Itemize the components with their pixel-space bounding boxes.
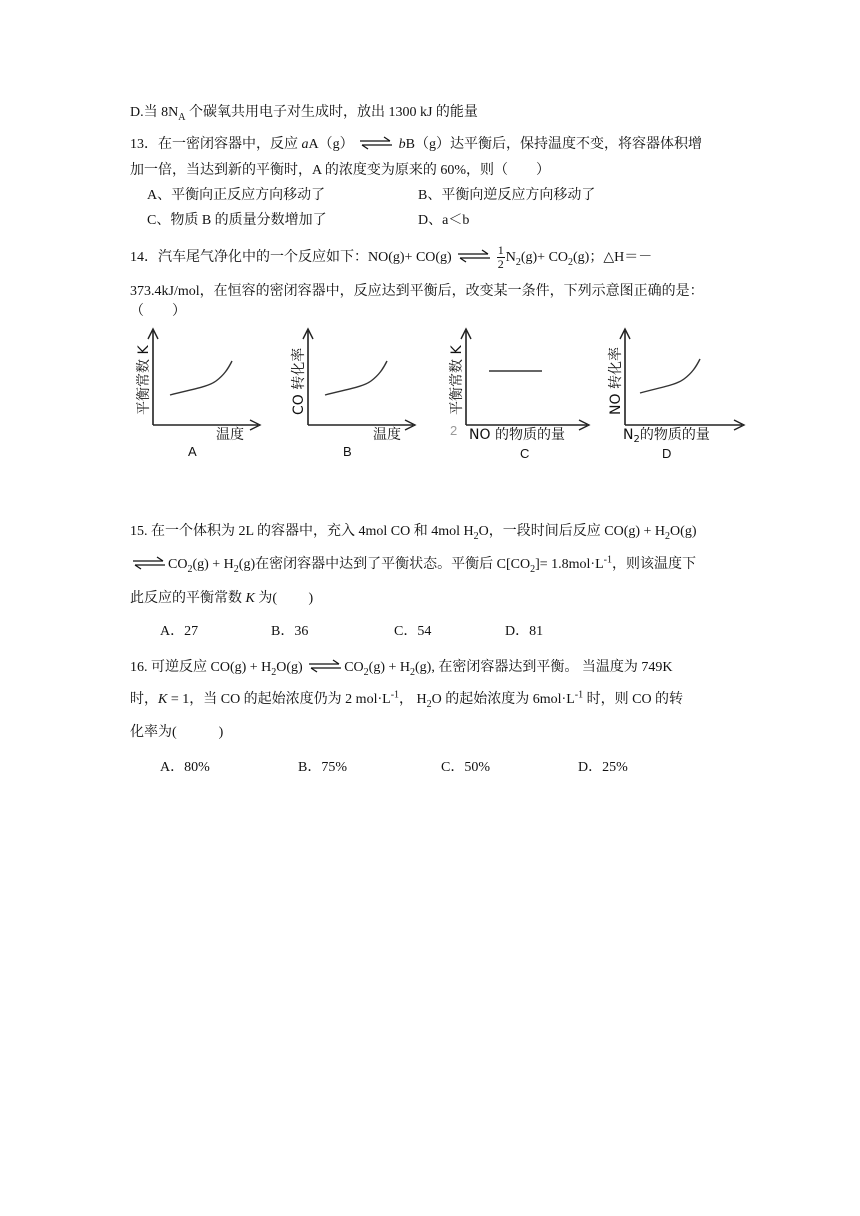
q13-option-b: B、平衡向逆反应方向移动了 <box>418 188 596 203</box>
q15-option-b: B．36 <box>271 624 309 639</box>
q15-line1-a: 15. 在一个体积为 2L 的容器中，充入 4mol CO 和 4mol H <box>130 524 474 539</box>
q16-line2 <box>130 691 683 709</box>
q14-stem-line3: （ ） <box>130 304 186 319</box>
q16-line1-c: CO <box>344 660 364 675</box>
q16-line2-sub: 2 <box>426 698 432 710</box>
graph-a-caption: A <box>188 444 197 459</box>
q15-line1-b: O，一段时间后反应 CO(g) + H <box>478 524 666 539</box>
q15-line1-sub2: 2 <box>665 530 671 542</box>
q16-line2-b: = 1，当 CO 的起始浓度仍为 2 mol·L <box>167 692 391 707</box>
q13-stem-line1 <box>130 136 702 154</box>
q16-line2-sup2: -1 <box>574 689 584 701</box>
q15-line2-sup: -1 <box>603 554 612 566</box>
q15-line2-sub2: 2 <box>233 563 239 575</box>
q13-b-species: B（g）达平衡后，保持温度不变，将容器体积增 <box>405 137 702 152</box>
q16-line2-a: 时， <box>130 692 158 707</box>
q15-line2-c: (g)在密闭容器中达到了平衡状态。平衡后 C[CO <box>238 557 531 572</box>
q14-stem-line1 <box>130 244 652 272</box>
q13-stem-text: 13．在一密闭容器中，反应 <box>130 137 298 152</box>
q15-line3-a: 此反应的平衡常数 <box>130 591 246 606</box>
equilibrium-arrow-icon <box>359 136 393 150</box>
q15-line3-b: 为( ) <box>254 591 314 606</box>
q16-line2-d: O 的起始浓度为 6mol·L <box>431 692 575 707</box>
equilibrium-arrow-icon <box>457 246 491 260</box>
q16-line1-d: (g) + H <box>368 660 411 675</box>
fraction-numerator: 1 <box>497 243 504 258</box>
q13-a-coef: a <box>301 137 309 152</box>
q14-co2: (g)+ CO <box>520 250 569 265</box>
q12-option-d-rest: 个碳氧共用电子对生成时，放出 1300 kJ 的能量 <box>185 105 478 120</box>
q15-line1-c: O(g) <box>670 524 697 539</box>
q15-line2 <box>130 556 696 574</box>
rising-curve <box>170 361 232 395</box>
graph-a-ylabel: 平衡常数 K <box>136 345 152 415</box>
q13-b-coef: b <box>398 137 406 152</box>
q15-line3 <box>130 590 313 608</box>
q14-n2-sub: 2 <box>515 256 521 268</box>
rising-curve <box>640 359 700 393</box>
q13-option-d: D、a＜b <box>418 213 470 228</box>
q15-k-symbol: K <box>245 591 255 606</box>
q16-line2-sup: -1 <box>390 689 400 701</box>
q14-stem-line2: 373.4kJ/mol，在恒容的密闭容器中，反应达到平衡后，改变某一条件，下列示意图正确的是： <box>130 284 704 299</box>
q16-line3: 化率为( ) <box>130 725 224 740</box>
graph-b-xlabel: 温度 <box>373 427 401 443</box>
q15-line2-sub3: 2 <box>530 563 536 575</box>
q16-line1 <box>130 659 672 677</box>
q14-graph-c <box>443 325 593 470</box>
q13-option-c: C、物质 B 的质量分数增加了 <box>147 213 327 228</box>
rising-curve <box>325 361 387 395</box>
graph-c-ylabel: 平衡常数 K <box>449 345 465 415</box>
graph-b-caption: B <box>343 444 352 459</box>
graph-d-xlabel-sub: 2 <box>633 434 640 445</box>
graph-a-xlabel: 温度 <box>216 427 244 443</box>
q15-option-a: A．27 <box>160 624 199 639</box>
equilibrium-arrow-icon <box>308 659 342 673</box>
graph-c-stray-mark: 2 <box>450 423 458 438</box>
q13-stem-line2: 加一倍，当达到新的平衡时，A 的浓度变为原来的 60%，则（ ） <box>130 163 550 178</box>
graph-d-xlabel-main: N <box>623 427 634 443</box>
graph-b-ylabel: CO 转化率 <box>291 347 307 415</box>
q16-line2-c: ， H <box>399 692 427 707</box>
q15-line1-sub: 2 <box>473 530 479 542</box>
q16-option-b: B．75% <box>298 760 347 775</box>
q15-line2-b: (g) + H <box>192 557 234 572</box>
graph-c-xlabel: NO 的物质的量 <box>469 427 565 443</box>
q14-stem-text: 14．汽车尾气净化中的一个反应如下：NO(g)+ CO(g) <box>130 250 452 265</box>
q16-line1-b: O(g) <box>276 660 307 675</box>
q16-line1-sub2: 2 <box>363 666 369 678</box>
q15-line1 <box>130 523 696 541</box>
q15-line2-a: CO <box>168 557 188 572</box>
q14-co2-sub: 2 <box>568 256 574 268</box>
q13-option-a: A、平衡向正反应方向移动了 <box>147 188 326 203</box>
graph-d-xlabel <box>623 426 710 445</box>
q16-option-c: C．50% <box>441 760 490 775</box>
graph-d-xlabel-rest: 的物质的量 <box>639 427 710 443</box>
q16-line1-sub3: 2 <box>410 666 416 678</box>
q16-option-a: A．80% <box>160 760 210 775</box>
q16-line1-sub: 2 <box>271 666 277 678</box>
q15-line2-sub: 2 <box>187 563 193 575</box>
q12-option-d-text: D.当 8N <box>130 105 179 120</box>
q15-line2-e: ，则该温度下 <box>611 557 696 572</box>
q15-option-d: D．81 <box>505 624 544 639</box>
q15-line2-d: ]= 1.8mol·L <box>535 557 604 572</box>
q14-graph-b <box>283 325 423 470</box>
q14-graph-a <box>128 325 268 470</box>
graph-c-caption: C <box>520 446 530 461</box>
graph-d-caption: D <box>662 446 672 461</box>
q16-k-symbol: K <box>158 692 168 707</box>
q14-n2: N <box>505 250 516 265</box>
fraction-denominator: 2 <box>497 257 504 272</box>
q16-line1-e: (g), 在密闭容器达到平衡。 当温度为 749K <box>415 660 673 675</box>
graph-d-ylabel: NO 转化率 <box>608 347 624 415</box>
q16-line2-e: 时，则 CO 的转 <box>583 692 684 707</box>
q14-delta-h: (g)；△H＝－ <box>573 250 653 265</box>
equilibrium-arrow-icon <box>132 556 166 570</box>
q16-option-d: D．25% <box>578 760 628 775</box>
q15-option-c: C．54 <box>394 624 432 639</box>
q12-option-d <box>130 104 478 122</box>
fraction-one-half <box>497 244 505 271</box>
q13-a-species: A（g） <box>308 137 354 152</box>
q14-graph-d <box>602 325 752 470</box>
q12-option-d-sub: A <box>178 111 186 123</box>
q16-line1-a: 16. 可逆反应 CO(g) + H <box>130 660 272 675</box>
